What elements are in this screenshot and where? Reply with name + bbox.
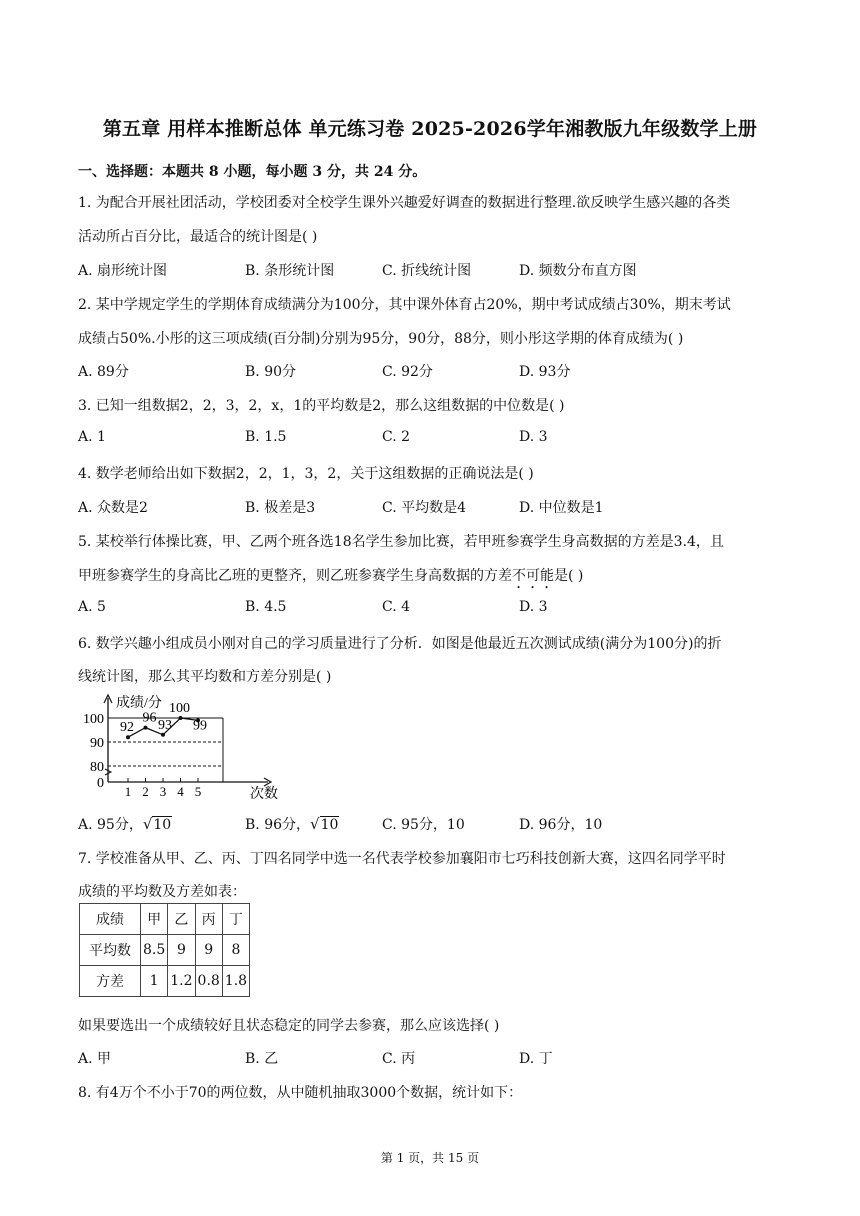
table-cell: 0.8 [195, 966, 222, 997]
q2-line-1: 2. 某中学规定学生的学期体育成绩满分为100分，其中课外体育占20%，期中考试成绩占30%，期末考试 [78, 297, 731, 313]
q6-option-a-radicand: 10 [153, 817, 172, 833]
q2-option-a: A. 89分 [78, 364, 129, 380]
q5-line-2 [78, 565, 778, 592]
q5-option-b: B. 4.5 [245, 599, 287, 615]
y-axis-label-text: 成绩/分 [116, 696, 162, 711]
q1-option-a: A. 扇形统计图 [78, 263, 168, 279]
table-cell: 甲 [141, 904, 168, 935]
table-cell: 丁 [222, 904, 249, 935]
q6-option-b-prefix: B. 96分， [245, 817, 311, 833]
data-label: 99 [193, 718, 207, 734]
q4-option-d: D. 中位数是1 [519, 500, 604, 516]
sqrt-symbol: √10 [142, 815, 172, 833]
q5-option-c: C. 4 [382, 599, 411, 615]
q5-option-d: D. 3 [519, 599, 548, 615]
data-point [161, 733, 165, 737]
x-tick-label: 5 [194, 784, 202, 799]
y-axis-label [116, 694, 162, 711]
q6-line-1: 6. 数学兴趣小组成员小刚对自己的学习质量进行了分析．如图是他最近五次测试成绩(满分为100分)的折 [78, 636, 722, 652]
q3-line-1: 3. 已知一组数据2，2，3，2，x，1的平均数是2，那么这组数据的中位数是( ) [78, 398, 565, 414]
page-footer: 第 1 页，共 15 页 [380, 1151, 480, 1165]
q6-line-2: 线统计图，那么其平均数和方差分别是( ) [78, 669, 332, 685]
q3-option-c: C. 2 [382, 429, 411, 445]
data-label: 96 [142, 710, 157, 726]
q5-line-2-after: 是( ) [554, 568, 584, 584]
q2-option-d: D. 93分 [519, 364, 571, 380]
table-cell: 平均数 [80, 935, 141, 966]
table-cell: 方差 [80, 966, 141, 997]
chart-marks [83, 701, 207, 799]
q1-line-1: 1. 为配合开展社团活动，学校团委对全校学生课外兴趣爱好调查的数据进行整理.欲反映学生感兴趣的各类 [78, 195, 731, 211]
section-heading: 一、选择题：本题共 8 小题，每小题 3 分，共 24 分。 [78, 164, 427, 180]
q2-line-2: 成绩占50%.小彤的这三项成绩(百分制)分别为95分，90分，88分，则小彤这学期的体育成绩为( ) [78, 331, 684, 347]
q3-option-d: D. 3 [519, 429, 548, 445]
q7-option-d: D. 丁 [519, 1051, 553, 1067]
q5-emphasis: 不可能 [512, 568, 554, 584]
q5-line-2-before: 甲班参赛学生的身高比乙班的更整齐，则乙班参赛学生身高数据的方差 [78, 568, 512, 584]
q7-after-text: 如果要选出一个成绩较好且状态稳定的同学去参赛，那么应该选择( ) [78, 1018, 500, 1034]
x-tick-label: 4 [177, 784, 184, 799]
q1-line-2: 活动所占百分比，最适合的统计图是( ) [78, 229, 318, 245]
q7-line-1: 7. 学校准备从甲、乙、丙、丁四名同学中选一名代表学校参加襄阳市七巧科技创新大赛，这四名同学平时 [78, 851, 726, 867]
table-cell: 8 [222, 935, 249, 966]
q7-option-c: C. 丙 [382, 1051, 416, 1067]
q5-line-1: 5. 某校举行体操比赛，甲、乙两个班各选18名学生参加比赛，若甲班参赛学生身高数据的方差是3.4，且 [78, 534, 724, 550]
score-table [79, 903, 250, 997]
data-label: 92 [120, 720, 134, 736]
y-tick-label: 80 [90, 760, 104, 775]
q5-option-a: A. 5 [78, 599, 106, 615]
table-cell: 丙 [195, 904, 222, 935]
data-point [126, 735, 130, 739]
y-tick-label: 0 [97, 776, 104, 791]
x-tick-label: 2 [142, 784, 149, 799]
table-cell: 9 [195, 935, 222, 966]
data-label: 93 [158, 717, 172, 733]
q7-option-a: A. 甲 [78, 1051, 112, 1067]
q4-option-b: B. 极差是3 [245, 500, 316, 516]
q4-option-c: C. 平均数是4 [382, 500, 467, 516]
table-cell: 9 [168, 935, 195, 966]
data-point [144, 726, 148, 730]
y-tick-label: 90 [90, 736, 104, 751]
table-cell: 8.5 [141, 935, 168, 966]
q6-option-b-radicand: 10 [320, 817, 339, 833]
q1-option-b: B. 条形统计图 [245, 263, 335, 279]
q7-option-b: B. 乙 [245, 1051, 279, 1067]
x-axis-label: 次数 [250, 787, 278, 802]
score-line-chart [78, 690, 278, 802]
q4-line-1: 4. 数学老师给出如下数据2，2，1，3，2，关于这组数据的正确说法是( ) [78, 466, 534, 482]
x-tick-label: 3 [159, 784, 167, 799]
table-cell: 乙 [168, 904, 195, 935]
q4-option-a: A. 众数是2 [78, 500, 148, 516]
q3-option-b: B. 1.5 [245, 429, 287, 445]
q8-line-1: 8. 有4万个不小于70的两位数，从中随机抽取3000个数据，统计如下： [78, 1085, 523, 1101]
sqrt-symbol: √10 [310, 815, 339, 833]
q7-line-2: 成绩的平均数及方差如表： [78, 884, 246, 900]
table-cell: 成绩 [80, 904, 141, 935]
page-title: 第五章 用样本推断总体 单元练习卷 2025-2026学年湘教版九年级数学上册 [102, 118, 758, 140]
q3-option-a: A. 1 [78, 429, 106, 445]
q6-option-a-prefix: A. 95分， [78, 817, 143, 833]
table-cell: 1.8 [222, 966, 249, 997]
table-header-row [80, 904, 250, 935]
data-label: 100 [169, 701, 190, 716]
q2-option-c: C. 92分 [382, 364, 433, 380]
table-cell: 1.2 [168, 966, 195, 997]
table-cell: 1 [141, 966, 168, 997]
q2-option-b: B. 90分 [245, 364, 297, 380]
q6-option-d: D. 96分，10 [519, 817, 603, 833]
table-row [80, 966, 250, 997]
y-tick-label: 100 [83, 712, 104, 727]
q1-option-c: C. 折线统计图 [382, 263, 472, 279]
x-tick-label: 1 [124, 784, 132, 799]
q6-option-a [78, 814, 172, 834]
q6-option-b [245, 814, 339, 834]
table-row [80, 935, 250, 966]
data-point [179, 716, 183, 720]
q6-option-c: C. 95分，10 [382, 817, 465, 833]
q1-option-d: D. 频数分布直方图 [519, 263, 637, 279]
